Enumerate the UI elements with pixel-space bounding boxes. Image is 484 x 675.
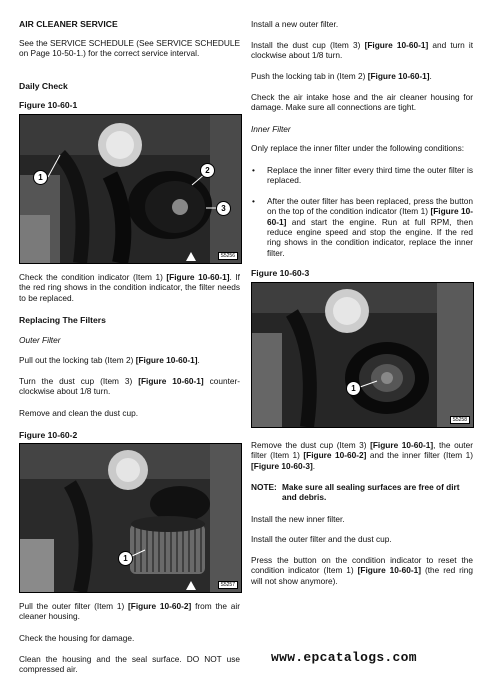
daily-check-heading: Daily Check <box>19 81 68 91</box>
conditions-paragraph: Only replace the inner filter under the following conditions: <box>251 143 465 153</box>
figure-code: S5258 <box>450 416 470 424</box>
list-item: • Replace the inner filter every third time the outer filter is replaced. <box>251 165 473 186</box>
replacing-filters-heading: Replacing The Filters <box>19 315 106 325</box>
condition-indicator-paragraph: Check the condition indicator (Item 1) [Figure 10-60-1]. If the red ring shows in the condition indicator, the filter needs to be replaced. <box>19 272 240 303</box>
figure-1-caption: Figure 10-60-1 <box>19 100 78 110</box>
note-text: Make sure all sealing surfaces are free of dirt and debris. <box>282 482 460 503</box>
figure-code: S5257 <box>218 581 238 589</box>
install-outer-filter-paragraph: Install a new outer filter. <box>251 19 339 29</box>
reset-indicator-paragraph: Press the button on the condition indicator to reset the condition indicator (Item 1) [Figure 10-60-1] (the red ring will not show anymore). <box>251 555 473 586</box>
clean-dust-cup-paragraph: Remove and clean the dust cup. <box>19 408 138 418</box>
push-locking-tab-paragraph: Push the locking tab in (Item 2) [Figure 10-60-1]. <box>251 71 432 81</box>
warning-icon <box>186 581 196 590</box>
figure-10-60-1-image <box>19 114 242 264</box>
footer-watermark: www.epcatalogs.com <box>271 650 417 665</box>
figure-10-60-2-image <box>19 443 242 593</box>
install-inner-filter-paragraph: Install the new inner filter. <box>251 514 345 524</box>
locking-tab-paragraph: Pull out the locking tab (Item 2) [Figure 10-60-1]. <box>19 355 200 365</box>
inner-filter-photo <box>252 283 473 427</box>
outer-filter-heading: Outer Filter <box>19 335 61 345</box>
callout-3: 3 <box>216 201 231 216</box>
install-dust-cup-paragraph: Install the dust cup (Item 3) [Figure 10-60-1] and turn it clockwise about 1/8 turn. <box>251 40 474 61</box>
air-cleaner-photo <box>20 115 241 263</box>
list-item: • After the outer filter has been replaced, press the button on the top of the condition indicator (Item 1) [Figure 10-60-1] and start the engine. Run at full RPM, then reduce engine speed and stop the engine. If the red ring shows in the condition indicator, replace the inner filter. <box>251 196 473 258</box>
section-title: AIR CLEANER SERVICE <box>19 19 118 29</box>
install-outer-and-cup-paragraph: Install the outer filter and the dust cup. <box>251 534 392 544</box>
figure-code: S5256 <box>218 252 238 260</box>
inner-filter-heading: Inner Filter <box>251 124 291 134</box>
remove-filters-paragraph: Remove the dust cup (Item 3) [Figure 10-60-1], the outer filter (Item 1) [Figure 10-60-2] and the inner filter (Item 1) [Figure 10-60-3]. <box>251 440 474 471</box>
check-housing-paragraph: Check the housing for damage. <box>19 633 135 643</box>
pull-outer-filter-paragraph: Pull the outer filter (Item 1) [Figure 10-60-2] from the air cleaner housing. <box>19 601 241 622</box>
conditions-list <box>251 165 473 258</box>
callout-1: 1 <box>33 170 48 185</box>
figure-10-60-3-image <box>251 282 474 428</box>
dust-cup-paragraph: Turn the dust cup (Item 3) [Figure 10-60-1] counter-clockwise about 1/8 turn. <box>19 376 241 397</box>
figure-3-caption: Figure 10-60-3 <box>251 268 310 278</box>
warning-icon <box>186 252 196 261</box>
check-intake-paragraph: Check the air intake hose and the air cleaner housing for damage. Make sure all connections are tight. <box>251 92 473 113</box>
sealing-note <box>251 482 473 503</box>
outer-filter-photo <box>20 444 241 592</box>
clean-housing-paragraph: Clean the housing and the seal surface. DO NOT use compressed air. <box>19 654 240 675</box>
service-schedule-paragraph: See the SERVICE SCHEDULE (See SERVICE SCHEDULE on Page 10-50-1.) for the correct service interval. <box>19 38 240 59</box>
note-label: NOTE: <box>251 482 277 492</box>
callout-1: 1 <box>346 381 361 396</box>
callout-1: 1 <box>118 551 133 566</box>
figure-2-caption: Figure 10-60-2 <box>19 430 78 440</box>
callout-2: 2 <box>200 163 215 178</box>
